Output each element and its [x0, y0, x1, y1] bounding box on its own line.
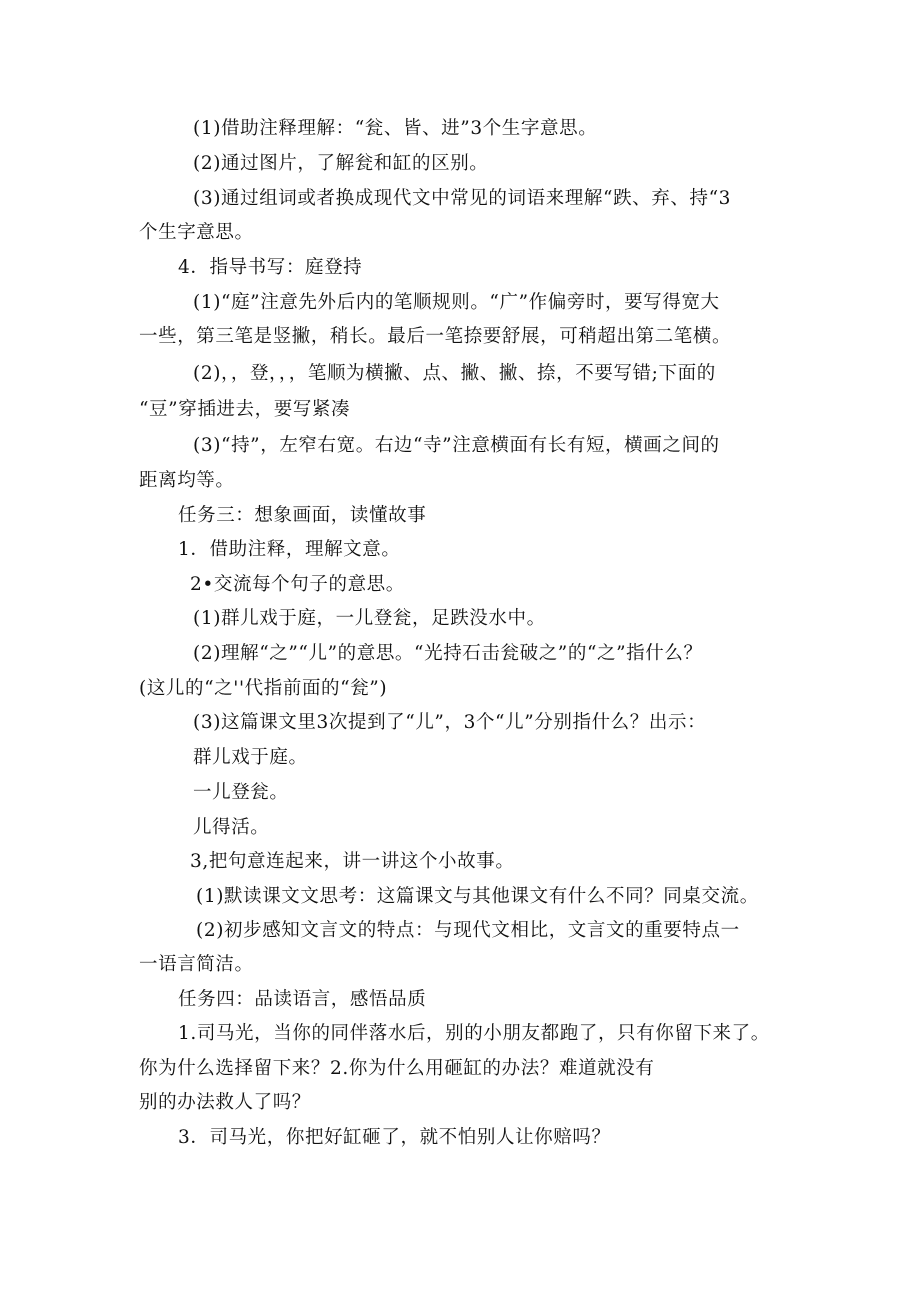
text-line: 1.司马光，当你的同伴落水后，别的小朋友都跑了，只有你留下来了。 [178, 1023, 770, 1044]
text-line: 1．借助注释，理解文意。 [178, 539, 401, 560]
text-line: (1)“庭”注意先外后内的笔顺规则。“广”作偏旁时，要写得宽大 [193, 292, 720, 313]
text-line: 3,把句意连起来，讲一讲这个小故事。 [190, 851, 515, 872]
text-line: 一语言简洁。 [139, 954, 254, 975]
text-line: 2•交流每个句子的意思。 [190, 574, 405, 595]
text-line: (3)“持”，左窄右宽。右边“寺”注意横面有长有短，横画之间的 [193, 435, 720, 456]
text-line: (2)理解“之”“儿”的意思。“光持石击瓮破之”的“之”指什么？ [193, 643, 703, 664]
text-line: (1)群儿戏于庭，一儿登瓮，足跌没水中。 [193, 608, 546, 629]
text-line: 一儿登瓮。 [193, 782, 289, 803]
text-line: (3)这篇课文里3次提到了“儿”，3个“儿”分别指什么？出示： [193, 712, 707, 733]
text-line: (1)默读课文文思考：这篇课文与其他课文有什么不同？同桌交流。 [196, 886, 759, 907]
text-line: 一些，第三笔是竖撇，稍长。最后一笔捺要舒展，可稍超出第二笔横。 [139, 326, 732, 347]
text-line: 别的办法救人了吗？ [139, 1092, 311, 1113]
text-line: 3．司马光，你把好缸砸了，就不怕别人让你赔吗？ [178, 1127, 611, 1148]
text-line: (这儿的“之''代指前面的“瓮”) [139, 678, 388, 699]
text-line: (2)通过图片，了解瓮和缸的区别。 [193, 153, 489, 174]
text-line: (2)初步感知文言文的特点：与现代文相比，文言文的重要特点一 [196, 920, 740, 941]
section-heading: 任务三：想象画面，读懂故事 [178, 505, 427, 526]
text-line: (1)借助注释理解：“瓮、皆、进”3个生字意思。 [193, 118, 598, 139]
text-line: 距离均等。 [139, 470, 235, 491]
text-line: (2)，，登，，，笔顺为横撇、点、撇、撇、捺，不要写错;下面的 [193, 363, 716, 384]
text-line: 你为什么选择留下来？2.你为什么用砸缸的办法？难道就没有 [139, 1058, 655, 1079]
text-line: (3)通过组词或者换成现代文中常见的词语来理解“跌、弃、持“3 [193, 188, 731, 209]
text-line: 群儿戏于庭。 [193, 747, 308, 768]
text-line: 儿得活。 [193, 817, 270, 838]
text-line: “豆”穿插进去，要写紧凑 [139, 399, 351, 420]
text-line: 个生字意思。 [139, 222, 254, 243]
section-heading: 任务四：品读语言，感悟品质 [178, 989, 427, 1010]
section-heading: 4．指导书写：庭登持 [178, 257, 363, 278]
